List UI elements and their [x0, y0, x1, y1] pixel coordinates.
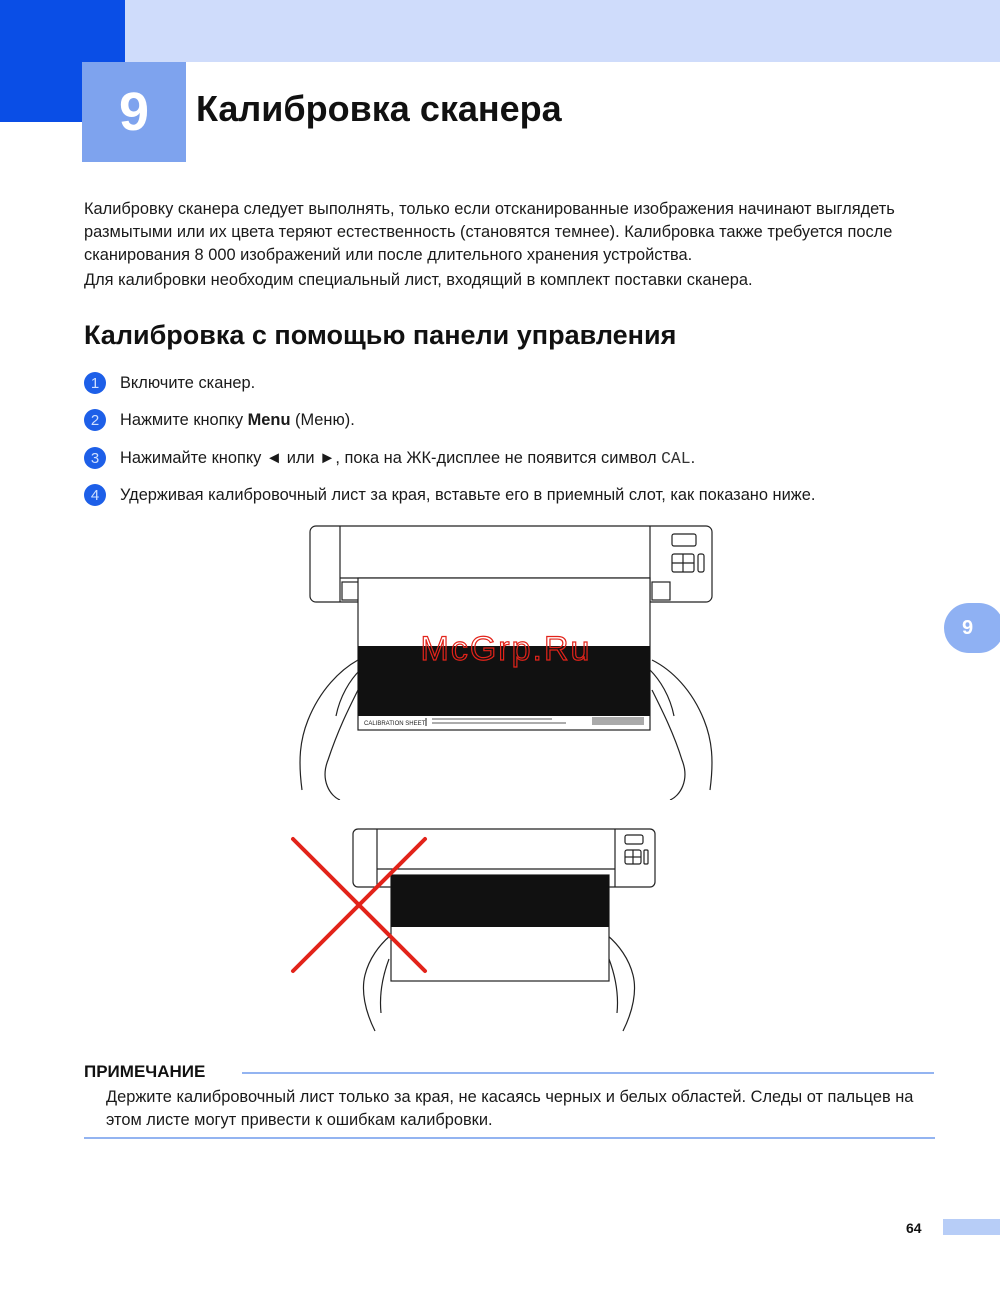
- step-number-badge: 3: [84, 447, 106, 469]
- step-3: [84, 445, 695, 471]
- watermark-text: McGrp.Ru: [420, 630, 592, 668]
- step-text: Включите сканер.: [120, 373, 256, 392]
- step-text-post: (Меню).: [290, 410, 355, 429]
- incorrect-insertion-illustration: [285, 825, 665, 1035]
- step-text-post: .: [690, 448, 696, 467]
- step-text: [120, 411, 355, 430]
- step-text-pre: Нажимайте кнопку ◄ или ►, пока на ЖК-дисплее не появится символ: [120, 448, 662, 467]
- menu-key-label: Menu: [247, 410, 291, 429]
- step-text: [120, 449, 695, 468]
- chapter-side-tab: 9: [944, 603, 1000, 653]
- left-hand: [300, 660, 360, 800]
- step-4: [84, 482, 815, 508]
- note-divider-top: [242, 1072, 934, 1074]
- left-hand: [363, 935, 391, 1031]
- step-number-badge: 2: [84, 409, 106, 431]
- intro-paragraph-1: Калибровку сканера следует выполнять, только если отсканированные изображения начинают выглядеть размытыми или их цвета теряют естественность (становятся темнее). Калибровка также требуется после сканирования 8 000 изображений или после длительного хранения устройства.: [84, 200, 895, 264]
- page-number-bar: [943, 1219, 1000, 1235]
- correct-insertion-illustration: [280, 520, 740, 800]
- note-title: ПРИМЕЧАНИЕ: [84, 1062, 206, 1081]
- chapter-title: Калибровка сканера: [196, 88, 562, 129]
- step-number-badge: 4: [84, 484, 106, 506]
- note-divider-bottom: [84, 1137, 935, 1139]
- section-title: Калибровка с помощью панели управления: [84, 320, 677, 350]
- step-1: [84, 370, 255, 396]
- header-band: [0, 0, 1000, 62]
- calibration-sheet-black-band: [391, 875, 609, 927]
- page-number: 64: [906, 1220, 922, 1236]
- step-number-badge: 1: [84, 372, 106, 394]
- right-hand: [650, 660, 712, 800]
- lcd-symbol: CAL: [661, 448, 691, 468]
- intro-paragraph-2: Для калибровки необходим специальный лист, входящий в комплект поставки сканера.: [84, 271, 753, 289]
- calibration-sheet-label: CALIBRATION SHEET: [364, 721, 426, 727]
- step-2: [84, 407, 355, 433]
- step-text: Удерживая калибровочный лист за края, вставьте его в приемный слот, как показано ниже.: [120, 485, 816, 504]
- note-text: Держите калибровочный лист только за края, не касаясь черных и белых областей. Следы от пальцев на этом листе могут привести к ошибкам калибровки.: [106, 1088, 914, 1129]
- step-text-pre: Нажмите кнопку: [120, 410, 248, 429]
- chapter-number: 9: [82, 62, 186, 162]
- right-hand: [607, 935, 635, 1031]
